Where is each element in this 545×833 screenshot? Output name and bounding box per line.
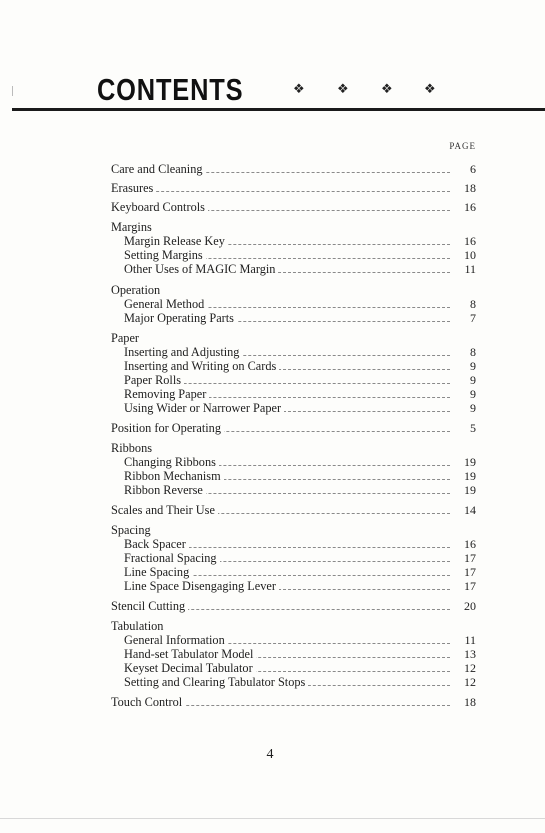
toc-entry-label: Scales and Their Use — [111, 503, 218, 517]
toc-entry-label: Using Wider or Narrower Paper — [124, 401, 284, 415]
toc-subentry — [124, 262, 476, 276]
toc-page-number: 9 — [470, 359, 476, 373]
toc-subentry — [124, 647, 476, 661]
page-number: 4 — [266, 747, 274, 762]
toc-page-number: 19 — [464, 455, 476, 469]
toc-entry-label: Hand-set Tabulator Model — [124, 647, 256, 661]
toc-entry — [111, 331, 476, 345]
ornament-icon: ❖ — [381, 81, 393, 96]
ornament-icon: ❖ — [337, 81, 349, 96]
toc-page-number: 6 — [470, 162, 476, 176]
toc-entry-label: Setting and Clearing Tabulator Stops — [124, 675, 308, 689]
toc-page-number: 19 — [464, 469, 476, 483]
toc-page-number: 9 — [470, 387, 476, 401]
toc-entry — [111, 162, 476, 176]
toc-entry-label: General Information — [124, 633, 228, 647]
toc-subentry — [124, 565, 476, 579]
toc-page-number: 20 — [464, 599, 476, 613]
toc-subentry — [124, 234, 476, 248]
toc-subentry — [124, 483, 476, 497]
toc-entry-label: Major Operating Parts — [124, 311, 237, 325]
toc-entry-label: Inserting and Writing on Cards — [124, 359, 279, 373]
toc-subentry — [124, 345, 476, 359]
toc-page-number: 12 — [464, 661, 476, 675]
toc-subentry — [124, 401, 476, 415]
toc-page-number: 13 — [464, 647, 476, 661]
toc-subentry — [124, 469, 476, 483]
toc-entry-label: Margins — [111, 220, 155, 234]
toc-subentry — [124, 675, 476, 689]
toc-entry-label: Margin Release Key — [124, 234, 228, 248]
toc-entry-label: Other Uses of MAGIC Margin — [124, 262, 278, 276]
toc-entry-label: Changing Ribbons — [124, 455, 219, 469]
toc-subentry — [124, 551, 476, 565]
dot-leader — [111, 191, 450, 192]
toc-page-number: 16 — [464, 200, 476, 214]
toc-entry-label: Ribbons — [111, 441, 155, 455]
toc-entry-label: Position for Operating — [111, 421, 224, 435]
toc-entry-label: Tabulation — [111, 619, 166, 633]
toc-entry-label: Inserting and Adjusting — [124, 345, 242, 359]
toc-subentry — [124, 311, 476, 325]
toc-entry-label: General Method — [124, 297, 207, 311]
toc-entry — [111, 220, 476, 234]
ornament-icon: ❖ — [424, 81, 436, 96]
toc-subentry — [124, 248, 476, 262]
toc-page-number: 9 — [470, 373, 476, 387]
toc-entry-label: Setting Margins — [124, 248, 206, 262]
toc-entry-label: Line Space Disengaging Lever — [124, 579, 279, 593]
toc-entry — [111, 441, 476, 455]
toc-subentry — [124, 373, 476, 387]
toc-page-number: 12 — [464, 675, 476, 689]
toc-entry-label: Back Spacer — [124, 537, 189, 551]
toc-page-number: 16 — [464, 537, 476, 551]
toc-subentry — [124, 579, 476, 593]
toc-entry-label: Ribbon Reverse — [124, 483, 206, 497]
toc-entry-label: Operation — [111, 283, 163, 297]
toc-page-number: 18 — [464, 695, 476, 709]
toc-page-number: 14 — [464, 503, 476, 517]
toc-entry-label: Keyset Decimal Tabulator — [124, 661, 256, 675]
toc-subentry — [124, 297, 476, 311]
toc-page-number: 11 — [464, 633, 476, 647]
toc-page-number: 11 — [464, 262, 476, 276]
toc-page-number: 18 — [464, 181, 476, 195]
toc-page-number: 8 — [470, 345, 476, 359]
page-title: CONTENTS — [97, 72, 244, 107]
toc-page-number: 10 — [464, 248, 476, 262]
toc-entry-label: Paper — [111, 331, 142, 345]
toc-entry — [111, 181, 476, 195]
toc-page-number: 8 — [470, 297, 476, 311]
toc-entry-label: Touch Control — [111, 695, 185, 709]
toc-entry-label: Care and Cleaning — [111, 162, 206, 176]
toc-entry — [111, 421, 476, 435]
toc-subentry — [124, 387, 476, 401]
toc-subentry — [124, 359, 476, 373]
toc-entry-label: Removing Paper — [124, 387, 209, 401]
toc-page-number: 17 — [464, 565, 476, 579]
toc-page-number: 17 — [464, 551, 476, 565]
toc-entry-label: Line Spacing — [124, 565, 192, 579]
toc-page-number: 7 — [470, 311, 476, 325]
toc-entry — [111, 599, 476, 613]
toc-entry-label: Keyboard Controls — [111, 200, 208, 214]
toc-entry-label: Erasures — [111, 181, 156, 195]
toc-entry — [111, 619, 476, 633]
page-column-label: PAGE — [449, 141, 476, 151]
toc-page-number: 9 — [470, 401, 476, 415]
toc-entry — [111, 503, 476, 517]
toc-entry — [111, 200, 476, 214]
toc-entry-label: Paper Rolls — [124, 373, 184, 387]
toc-entry-label: Spacing — [111, 523, 154, 537]
toc-page-number: 17 — [464, 579, 476, 593]
page-bottom-edge — [0, 818, 545, 819]
toc-subentry — [124, 633, 476, 647]
toc-entry-label: Ribbon Mechanism — [124, 469, 224, 483]
toc-subentry — [124, 661, 476, 675]
toc-entry — [111, 523, 476, 537]
toc-entry — [111, 283, 476, 297]
toc-page-number: 5 — [470, 421, 476, 435]
toc-entry-label: Stencil Cutting — [111, 599, 188, 613]
toc-subentry — [124, 455, 476, 469]
toc-page-number: 19 — [464, 483, 476, 497]
toc-entry — [111, 695, 476, 709]
ornament-icon: ❖ — [293, 81, 305, 96]
toc-page-number: 16 — [464, 234, 476, 248]
toc-subentry — [124, 537, 476, 551]
toc-entry-label: Fractional Spacing — [124, 551, 220, 565]
